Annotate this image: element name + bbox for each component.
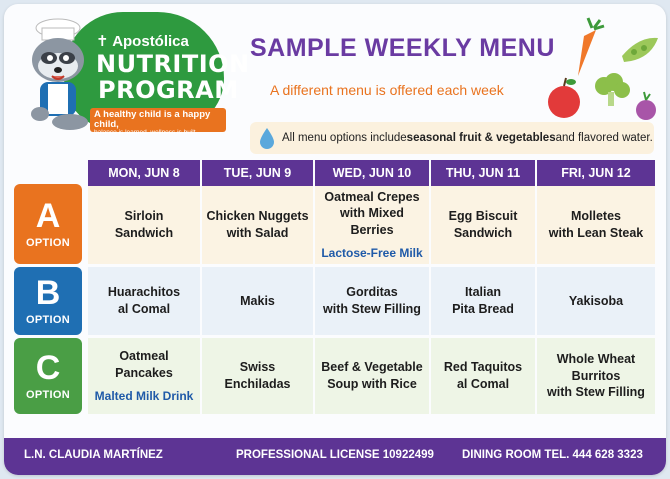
drink-name: Lactose-Free Milk xyxy=(321,246,423,261)
day-header-mon: MON, JUN 8 xyxy=(88,160,200,186)
menu-cell-a-wed xyxy=(315,186,429,264)
menu-cell-c-thu xyxy=(431,338,535,414)
pea-pod-icon xyxy=(622,38,658,62)
footer-bar xyxy=(4,438,666,475)
menu-card xyxy=(4,4,666,475)
option-c-label xyxy=(14,338,82,414)
option-word: OPTION xyxy=(26,314,70,326)
dish-name: Sirloin Sandwich xyxy=(114,209,174,240)
day-header-tue: TUE, JUN 9 xyxy=(202,160,313,186)
menu-cell-b-fri xyxy=(537,267,655,335)
notice-banner xyxy=(250,122,654,154)
tagline-banner xyxy=(90,108,226,136)
dish-name: Red Taquitos al Comal xyxy=(443,360,523,391)
broccoli-icon xyxy=(595,73,630,106)
drink-name: Malted Milk Drink xyxy=(94,388,194,403)
dish-name: Whole Wheat Burritos with Stew Filling xyxy=(547,351,645,400)
menu-cell-a-tue xyxy=(202,186,313,264)
menu-cell-a-fri xyxy=(537,186,655,264)
option-letter: C xyxy=(35,349,61,387)
day-header-thu: THU, JUN 11 xyxy=(431,160,535,186)
dish-name: Molletes with Lean Steak xyxy=(548,209,644,240)
menu-cell-b-mon xyxy=(88,267,200,335)
notice-prefix: All menu options include xyxy=(282,132,407,144)
dish-name: Huarachitos al Comal xyxy=(107,285,181,316)
raccoon-mascot-icon xyxy=(18,18,100,136)
option-word: OPTION xyxy=(26,237,70,249)
brand-text: Apostólica xyxy=(112,33,189,50)
dish-name: Makis xyxy=(240,293,275,308)
dish-name: Oatmeal Crepes with Mixed Berries xyxy=(324,189,420,238)
water-drop-icon xyxy=(258,127,276,149)
menu-cell-a-thu xyxy=(431,186,535,264)
carrot-icon xyxy=(578,18,604,76)
notice-highlight: seasonal fruit & vegetables xyxy=(406,132,556,144)
menu-cell-c-fri xyxy=(537,338,655,414)
notice-suffix: and flavored water. xyxy=(555,132,653,144)
dining-room-phone: DINING ROOM TEL. 444 628 3323 xyxy=(462,449,643,461)
option-letter: B xyxy=(35,274,61,312)
program-title-line2: PROGRAM xyxy=(98,76,239,104)
dish-name: Chicken Nuggets with Salad xyxy=(206,209,309,240)
dish-name: Italian Pita Bread xyxy=(452,285,514,316)
menu-cell-b-tue xyxy=(202,267,313,335)
page-title: SAMPLE WEEKLY MENU xyxy=(250,34,555,62)
dish-name: Gorditas with Stew Filling xyxy=(323,285,421,316)
option-a-label xyxy=(14,184,82,264)
nutritionist-name: L.N. CLAUDIA MARTÍNEZ xyxy=(24,449,163,461)
onion-icon xyxy=(636,92,656,120)
menu-cell-c-tue xyxy=(202,338,313,414)
dish-name: Egg Biscuit Sandwich xyxy=(448,209,518,240)
option-b-label xyxy=(14,267,82,335)
option-letter: A xyxy=(35,197,61,235)
vegetables-illustration xyxy=(544,16,662,126)
dish-name: Yakisoba xyxy=(568,293,624,308)
apple-icon xyxy=(548,78,580,118)
dish-name: Oatmeal Pancakes xyxy=(115,349,173,380)
tagline-sub: balance is learned, wellness is built. xyxy=(94,129,198,136)
menu-cell-b-wed xyxy=(315,267,429,335)
brand-name xyxy=(96,32,189,50)
menu-cell-c-mon xyxy=(88,338,200,414)
menu-cell-b-thu xyxy=(431,267,535,335)
menu-cell-c-wed xyxy=(315,338,429,414)
dish-name: Swiss Enchiladas xyxy=(224,360,291,391)
menu-cell-a-mon xyxy=(88,186,200,264)
cross-icon: ✝ xyxy=(96,33,113,50)
page-subtitle: A different menu is offered each week xyxy=(270,82,504,98)
day-header-wed: WED, JUN 10 xyxy=(315,160,429,186)
day-header-fri: FRI, JUN 12 xyxy=(537,160,655,186)
tagline-main: A healthy child is a happy child, xyxy=(94,109,211,130)
license-number: PROFESSIONAL LICENSE 10922499 xyxy=(236,449,434,461)
program-title-line1: NUTRITION xyxy=(96,50,250,78)
dish-name: Beef & Vegetable Soup with Rice xyxy=(321,360,423,391)
option-word: OPTION xyxy=(26,389,70,401)
